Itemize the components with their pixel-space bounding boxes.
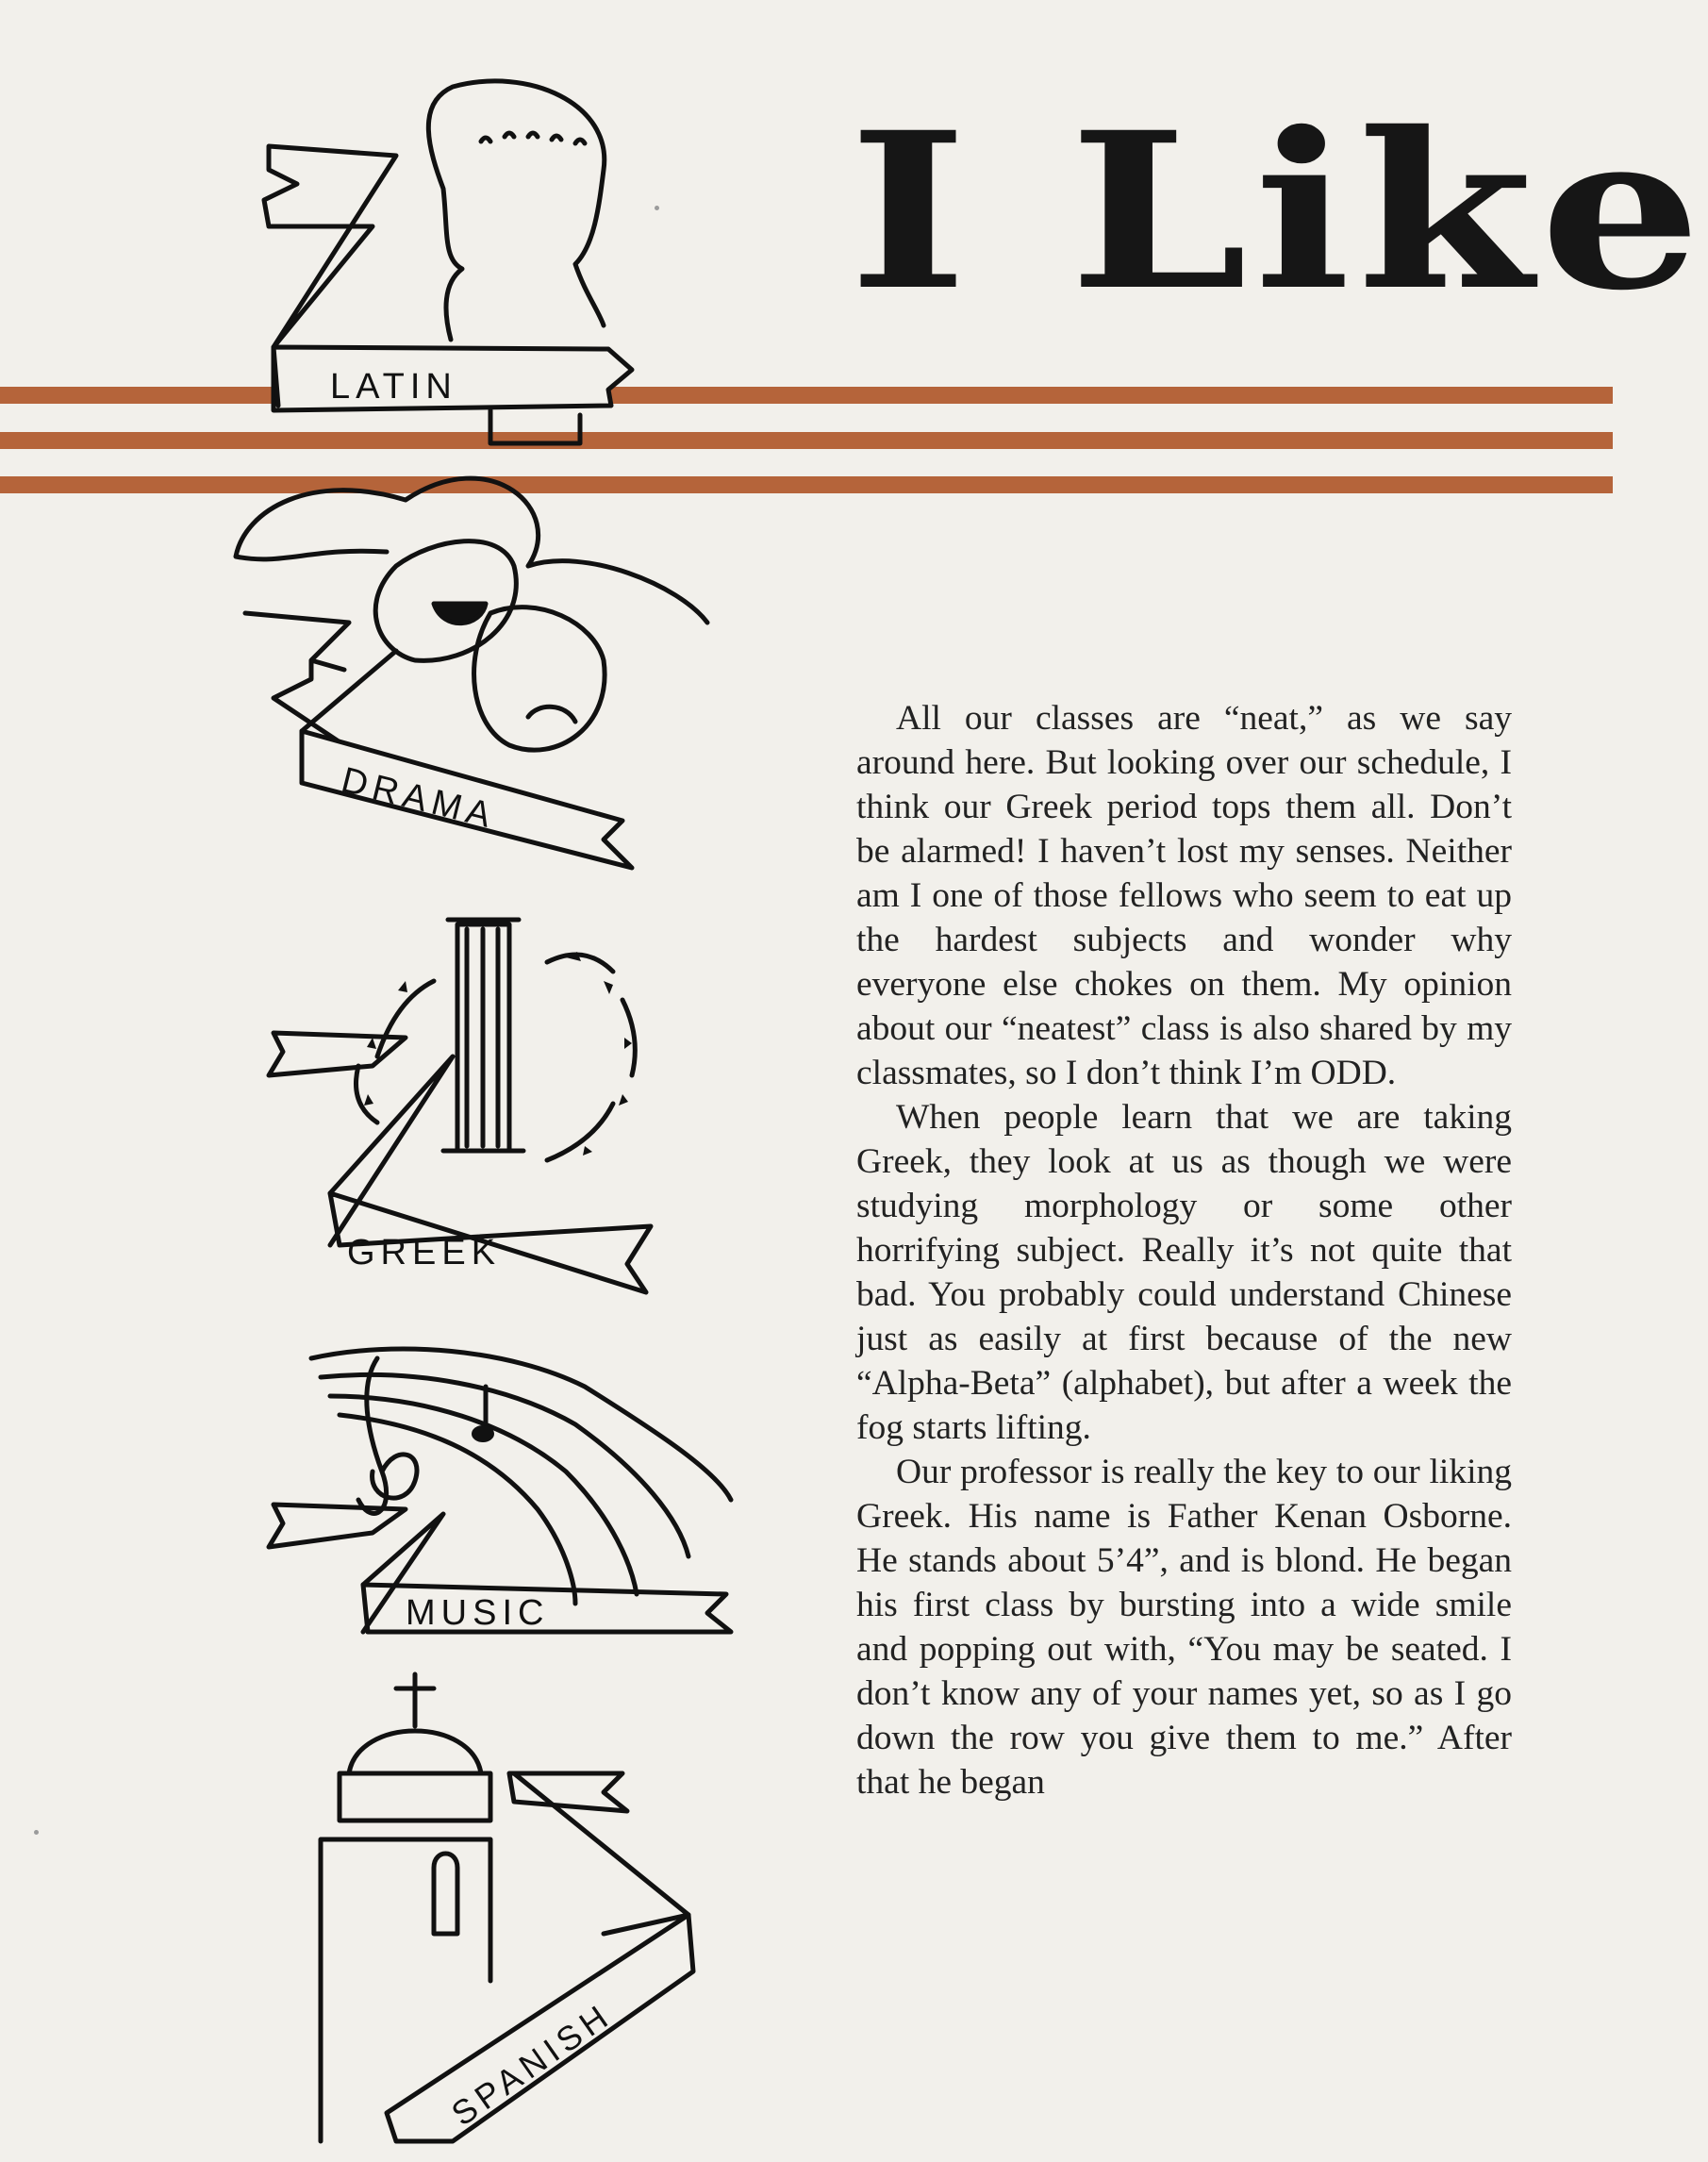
latin-label: LATIN: [330, 367, 457, 407]
drama-label: DRAMA: [337, 759, 501, 838]
speck: [34, 1830, 39, 1835]
music-label: MUSIC: [406, 1593, 550, 1633]
page-title: I Like: [849, 85, 1708, 338]
article-paragraph: All our classes are “neat,” as we say around here. But looking over our schedule, I think our Greek period tops them all. Don’t be alarmed! I haven’t lost my senses. Neither am I one of those fellows who seem to eat up the hardest subjects and wonder why everyone else chokes on them. My opinion about our “neatest” class is also shared by my classmates, so I don’t think I’m ODD.: [856, 699, 1512, 1092]
article-paragraph: When people learn that we are taking Greek, they look at us as though we were studying morphology or some other horrifying subject. Really it’s not quite that bad. You probably could understand Chinese just as easily at first because of the new “Alpha-Beta” (alphabet), but after a week the fog starts lifting.: [856, 1098, 1512, 1447]
article-paragraph: Our professor is really the key to our liking Greek. His name is Father Kenan Osborne. He stands about 5’4”, and is blond. He began his first class by bursting into a wide smile and popping out with, “You may be seated. I don’t know any of your names yet, so as I go down the row you give them to me.” After that he began: [856, 1453, 1512, 1802]
article-body: [856, 696, 1512, 1804]
music-banner-icon: [269, 1349, 731, 1632]
greek-label: GREEK: [347, 1233, 502, 1272]
spanish-label: SPANISH: [444, 1994, 620, 2134]
speck: [655, 206, 659, 210]
